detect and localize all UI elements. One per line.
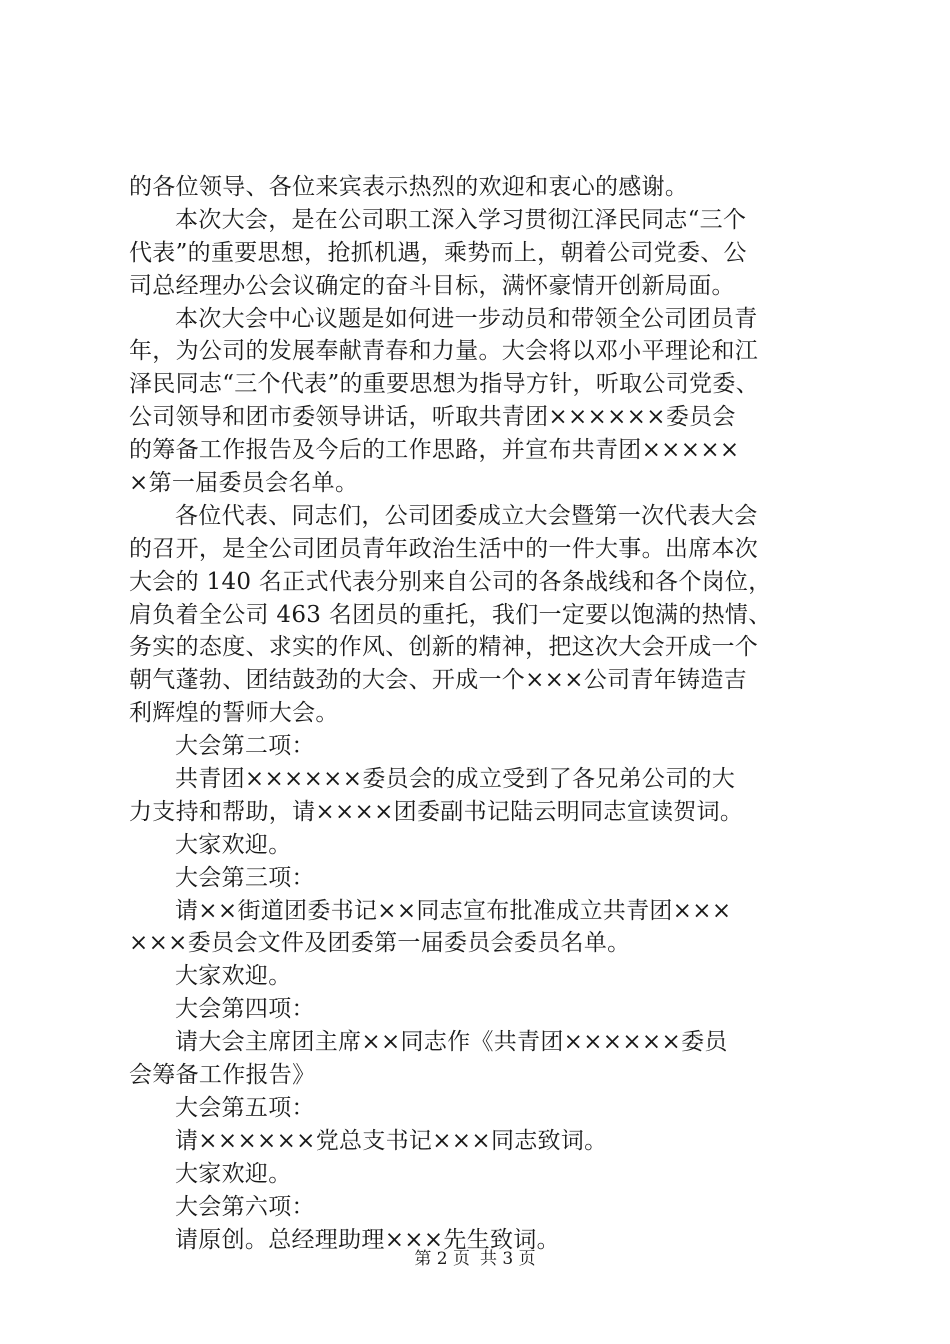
page-number: 第 2 页	[414, 1249, 470, 1269]
text-line: 务实的态度、求实的作风、创新的精神，把这次大会开成一个	[129, 634, 759, 661]
text-line: 请大会主席团主席××同志作《共青团××××××委员	[175, 1029, 728, 1056]
text-line: 本次大会中心议题是如何进一步动员和带领全公司团员青	[175, 305, 758, 332]
text-line: 大会的 140 名正式代表分别来自公司的各条战线和各个岗位，	[129, 568, 772, 595]
text-line: 利辉煌的誓师大会。	[129, 700, 339, 727]
text-line: 大家欢迎。	[175, 963, 292, 990]
text-line: 公司领导和团市委领导讲话，听取共青团××××××委员会	[129, 404, 736, 431]
page-footer	[0, 1244, 950, 1269]
text-line: 大家欢迎。	[175, 831, 292, 858]
document-body	[129, 171, 839, 1256]
text-line: 朝气蓬勃、团结鼓劲的大会、开成一个×××公司青年铸造吉	[129, 667, 747, 694]
text-line: 大会第四项：	[175, 996, 315, 1023]
text-line: 代表”的重要思想，抢抓机遇，乘势而上，朝着公司党委、公	[129, 239, 747, 266]
text-line: 年，为公司的发展奉献青春和力量。大会将以邓小平理论和江	[129, 338, 759, 365]
text-line: 肩负着全公司 463 名团员的重托，我们一定要以饱满的热情、	[129, 601, 772, 628]
text-line: 请××××××党总支书记×××同志致词。	[175, 1127, 608, 1154]
text-line: 大会第二项：	[175, 733, 315, 760]
text-line: 请原创。总经理助理×××先生致词。	[175, 1226, 560, 1253]
text-line: 的筹备工作报告及今后的工作思路，并宣布共青团×××××	[129, 437, 740, 464]
text-line: 大会第五项：	[175, 1094, 315, 1121]
text-line: ×第一届委员会名单。	[129, 470, 359, 497]
page-total: 共 3 页	[480, 1249, 536, 1269]
text-line: 司总经理办公会议确定的奋斗目标，满怀豪情开创新局面。	[129, 272, 735, 299]
text-line: 请××街道团委书记××同志宣布批准成立共青团×××	[175, 897, 732, 924]
text-line: 的各位领导、各位来宾表示热烈的欢迎和衷心的感谢。	[129, 174, 689, 200]
text-line: 共青团××××××委员会的成立受到了各兄弟公司的大	[175, 766, 736, 793]
text-line: 本次大会，是在公司职工深入学习贯彻江泽民同志“三个	[175, 206, 747, 233]
text-line: 的召开，是全公司团员青年政治生活中的一件大事。出席本次	[129, 535, 759, 562]
text-line: 大会第六项：	[175, 1193, 315, 1220]
text-line: ×××委员会文件及团委第一届委员会委员名单。	[129, 930, 631, 957]
text-line: 力支持和帮助，请××××团委副书记陆云明同志宣读贺词。	[129, 798, 744, 825]
text-line: 大会第三项：	[175, 864, 315, 891]
text-line: 各位代表、同志们，公司团委成立大会暨第一次代表大会	[175, 502, 758, 529]
text-line: 大家欢迎。	[175, 1160, 292, 1187]
text-line: 会筹备工作报告》	[129, 1062, 316, 1089]
text-line: 泽民同志“三个代表”的重要思想为指导方针，听取公司党委、	[129, 371, 759, 398]
